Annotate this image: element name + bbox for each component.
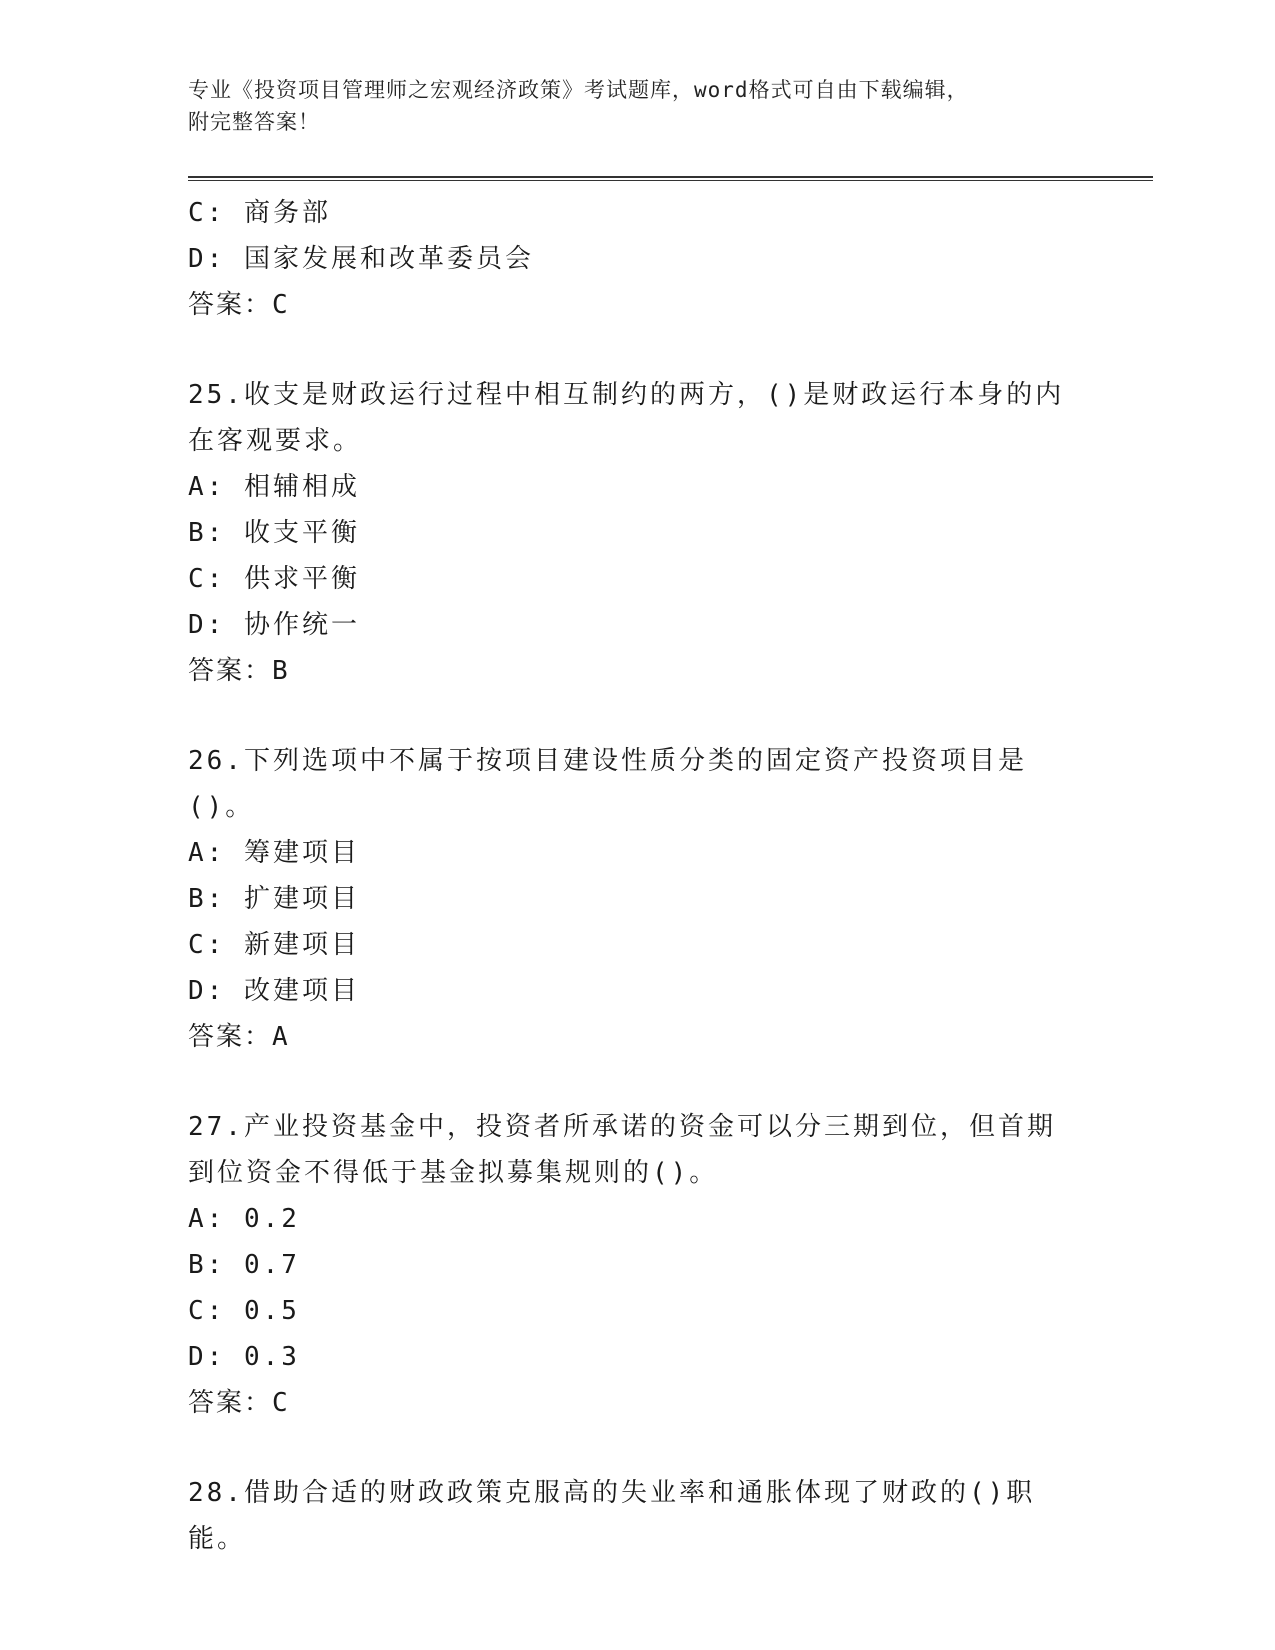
- answer-line: 答案：C: [188, 290, 290, 320]
- answer-line: 答案：A: [188, 1022, 290, 1052]
- question-24-continued: [188, 190, 1088, 328]
- question-stem: 25.收支是财政运行过程中相互制约的两方，()是财政运行本身的内在客观要求。: [188, 380, 1065, 456]
- option-d: D: 改建项目: [188, 976, 360, 1006]
- question-28: [188, 1470, 1088, 1562]
- option-c: C: 0.5: [188, 1296, 300, 1326]
- document-header: [188, 74, 1088, 138]
- question-stem: 26.下列选项中不属于按项目建设性质分类的固定资产投资项目是()。: [188, 746, 1027, 822]
- answer-line: 答案：B: [188, 656, 290, 686]
- option-c: C: 商务部: [188, 198, 331, 228]
- question-27: [188, 1104, 1088, 1426]
- question-list: [188, 190, 1088, 1562]
- header-line-1: 专业《投资项目管理师之宏观经济政策》考试题库，word格式可自由下载编辑，: [188, 78, 969, 102]
- option-c: C: 新建项目: [188, 930, 360, 960]
- option-a: A: 筹建项目: [188, 838, 360, 868]
- question-26: [188, 738, 1088, 1060]
- question-stem: 28.借助合适的财政政策克服高的失业率和通胀体现了财政的()职能。: [188, 1478, 1036, 1554]
- option-a: A: 0.2: [188, 1204, 300, 1234]
- option-b: B: 0.7: [188, 1250, 300, 1280]
- header-line-2: 附完整答案！: [188, 110, 320, 134]
- option-d: D: 国家发展和改革委员会: [188, 244, 534, 274]
- option-c: C: 供求平衡: [188, 564, 360, 594]
- option-d: D: 协作统一: [188, 610, 360, 640]
- option-a: A: 相辅相成: [188, 472, 360, 502]
- question-25: [188, 372, 1088, 694]
- option-b: B: 收支平衡: [188, 518, 360, 548]
- header-divider: [188, 176, 1153, 181]
- answer-line: 答案：C: [188, 1388, 290, 1418]
- question-stem: 27.产业投资基金中，投资者所承诺的资金可以分三期到位，但首期到位资金不得低于基金拟募集规则的()。: [188, 1112, 1056, 1188]
- option-d: D: 0.3: [188, 1342, 300, 1372]
- option-b: B: 扩建项目: [188, 884, 360, 914]
